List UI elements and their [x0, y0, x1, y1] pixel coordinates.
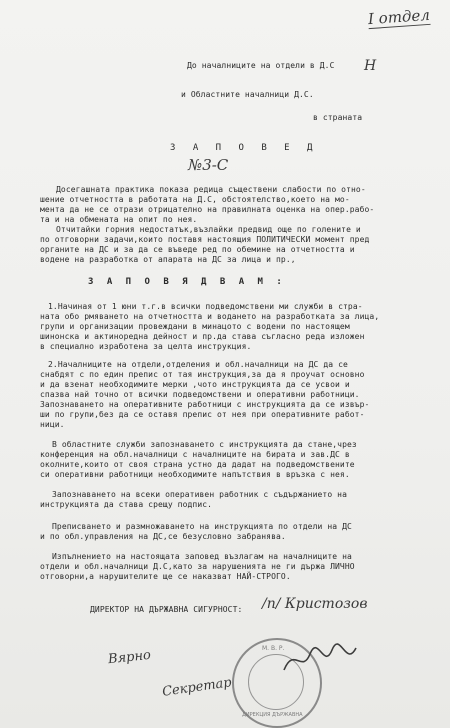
order-line: отговорни,а нарушителите ще се наказват НАЙ-СТРОГО.	[40, 572, 291, 581]
order-line: Изпълнението на настоящата заповед възлагам на началниците на	[52, 552, 352, 561]
order-line: В областните служби запознаването с инструкцията да стане,чрез	[52, 440, 357, 449]
order-line: инструкцията да става срещу подпис.	[40, 500, 213, 509]
order-line: ници.	[40, 420, 65, 429]
seal-text-top: М. В. Р.	[262, 645, 285, 652]
order-line: 1.Начиная от 1 юни т.г.в всички подведомствени ми служби в стра-	[48, 302, 363, 311]
order-line: спазва най точно от всички подведомствени и оперативни работници.	[40, 390, 360, 399]
order-line: Запознаването на оперативните работници с инструкцията да се извър-	[40, 400, 370, 409]
director-signature: /п/ Кристозов	[262, 596, 368, 612]
addressee-line-1: До началниците на отдели в Д.С	[187, 61, 335, 70]
addressee-line-3: в страната	[313, 113, 363, 122]
order-line: снабдят с по един препис от тая инструкция,за да я проучат основно	[40, 370, 365, 379]
signature-scribble	[280, 640, 360, 680]
intro-line: органите на ДС и за да се въведе ред по обемине на отчетността и	[40, 245, 355, 254]
order-line: 2.Началниците на отдели,отделения и обл.началници на ДС да се	[48, 360, 348, 369]
order-line: околните,които от своя страна устно да дадат на подведомствените	[40, 460, 355, 469]
intro-line: мента да не се отрази отрицателно на правилната оценка на опер.рабо-	[40, 205, 375, 214]
intro-line: по отговорни задачи,които поставя настоящия ПОЛИТИЧЕСКИ момент пред	[40, 235, 370, 244]
order-line: отдели и обл.началници Д.С,като за нарушенията не ги държа ЛИЧНО	[40, 562, 355, 571]
corner-mark: Н	[364, 58, 377, 74]
order-line: ши по групи,без да се оставя препис от нея при оперативните работ-	[40, 410, 365, 419]
verno-handwriting: Вярно	[107, 647, 152, 668]
seal-text-bottom: ДИРЕКЦИЯ ДЪРЖАВНА	[242, 712, 303, 718]
order-line: Запознаването на всеки оперативен работник с съдържанието на	[52, 490, 347, 499]
order-line: Преписването и размножаването на инструкцията по отдели на ДС	[52, 522, 352, 531]
order-line: ната обо рмяването на отчетността и водането на разработката за лица,	[40, 312, 380, 321]
order-line: групи и организации провеждани в минацото с водени по настоящем	[40, 322, 350, 331]
intro-line: Досегашната практика показа редица съществени слабости по отно-	[56, 185, 366, 194]
order-line: и по обл.управления на ДС,се безусловно забранява.	[40, 532, 286, 541]
order-line: конференция на обл.началници с началниците на бирата и зав.ДС в	[40, 450, 350, 459]
order-line: си оперативни работници необходимите напътствия в връзка с нея.	[40, 470, 350, 479]
intro-line: Отчитайки горния недостатък,възлайки предвид още по голените и	[56, 225, 361, 234]
intro-line: та и на обмената на опит по нея.	[40, 215, 198, 224]
secretary-handwriting: Секретар	[161, 675, 233, 700]
order-line: и да взенат необходимите мерки ,чото инструкцията да се усвои и	[40, 380, 350, 389]
addressee-line-2: и Областните началници Д.С.	[181, 90, 314, 99]
handwritten-annotation: I отдел	[367, 5, 431, 29]
intro-line: шение отчетността в работата на Д.С, обстоятелство,което на мо-	[40, 195, 350, 204]
signature-label: ДИРЕКТОР НА ДЪРЖАВНА СИГУРНОСТ:	[90, 605, 243, 614]
order-line: в специално изработена за целта инструкция.	[40, 342, 252, 351]
intro-line: водене на разработка от апарата на ДС за лица и пр.,	[40, 255, 296, 264]
order-line: шинонска и актиноредна дейност и пр.да става съгласно реда изложен	[40, 332, 365, 341]
orders-heading: З А П О В Я Д В А М :	[88, 277, 286, 287]
order-number: №3-С	[188, 156, 229, 174]
document-heading: З А П О В Е Д	[170, 143, 319, 153]
